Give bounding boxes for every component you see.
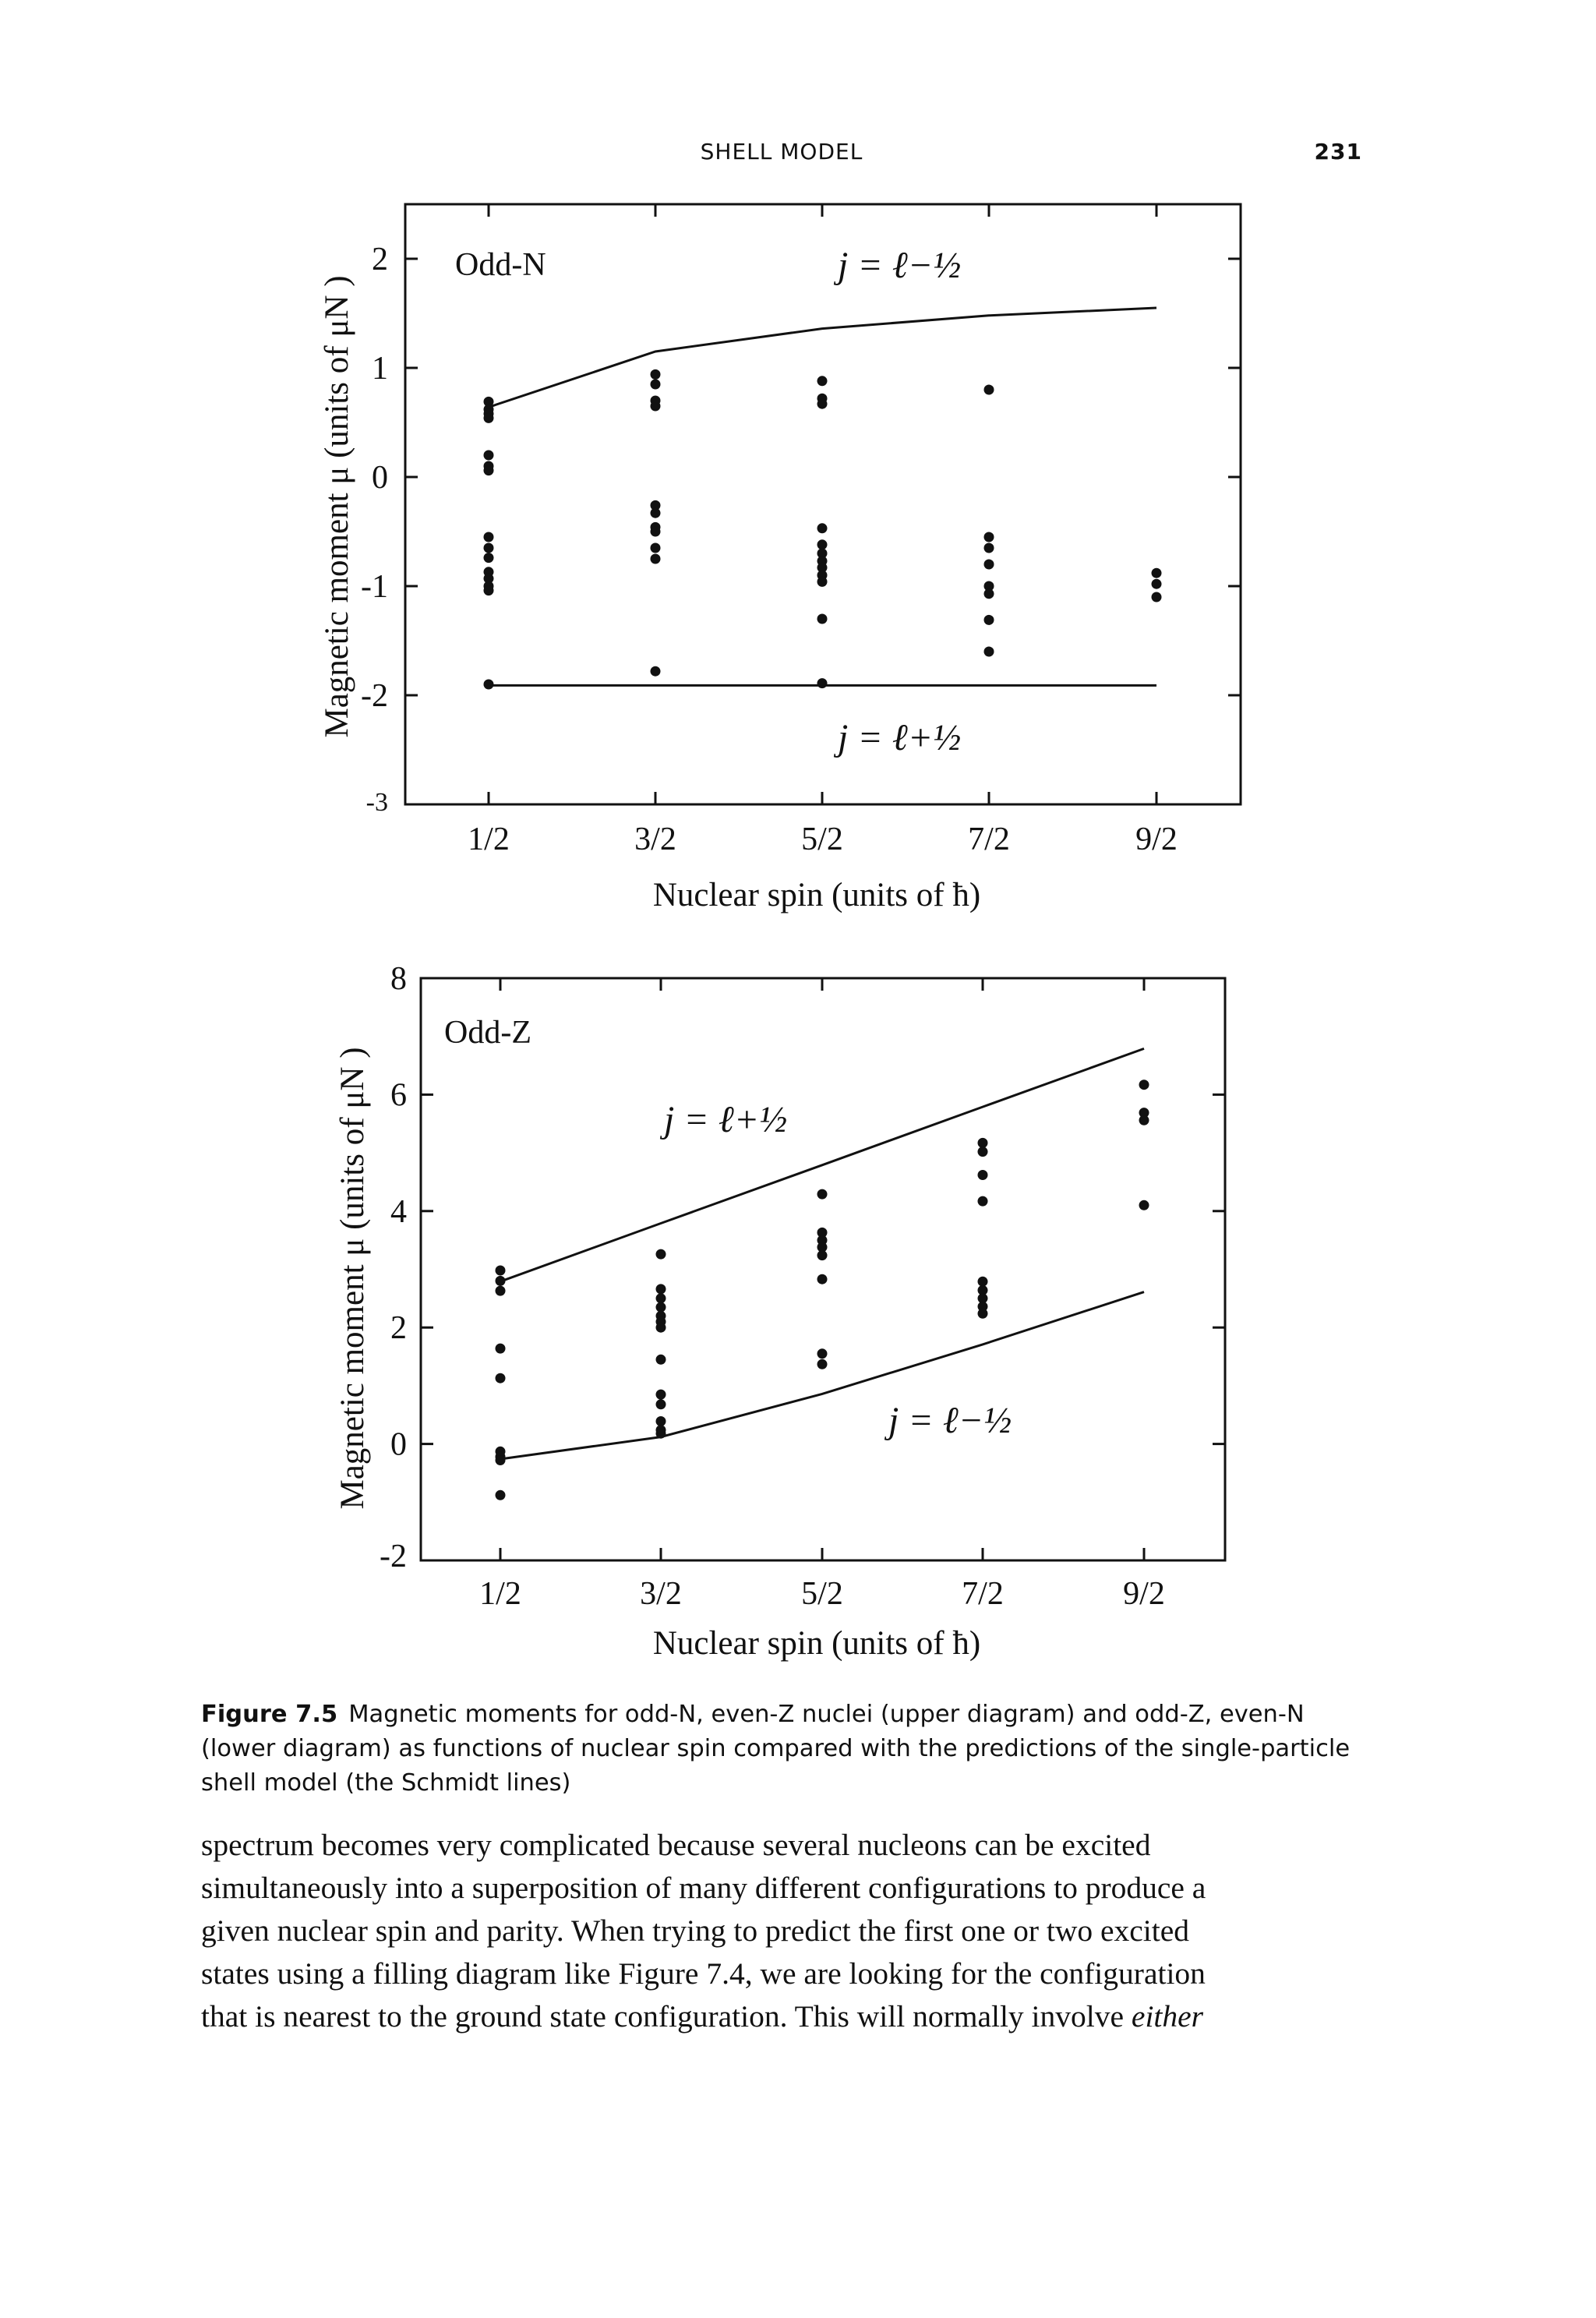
data-point (817, 1359, 828, 1369)
data-point (651, 401, 661, 412)
data-point (978, 1138, 988, 1148)
body-line (201, 1995, 1362, 2038)
data-point (484, 532, 494, 542)
data-point (978, 1196, 988, 1207)
caption-text: Magnetic moments for odd-N, even-Z nuclei (upper diagram) and odd-Z, even-N (lower diagram) as functions of nuclear spin compared with the predictions of the single-particle shell model (the Schmidt lines) (201, 1701, 1351, 1797)
data-point (484, 680, 494, 690)
panel-label: Odd-N (455, 247, 546, 283)
data-point (984, 532, 994, 542)
data-point (817, 376, 828, 386)
data-point (496, 1455, 506, 1465)
data-point (984, 385, 994, 395)
panel-label: Odd-Z (444, 1015, 531, 1051)
data-point (484, 465, 494, 475)
data-point (651, 666, 661, 677)
data-point (978, 1309, 988, 1319)
x-tick-label: 3/2 (634, 822, 676, 857)
odd-n-chart (0, 171, 1596, 928)
data-point (496, 1286, 506, 1296)
x-tick-label: 1/2 (479, 1576, 521, 1612)
data-point (817, 614, 828, 624)
x-tick-label: 9/2 (1123, 1576, 1165, 1612)
running-head (201, 139, 1362, 170)
x-tick-label: 5/2 (801, 822, 843, 857)
y-tick-labels (380, 961, 407, 1574)
data-point (1152, 592, 1162, 602)
caption-label: Figure 7.5 (201, 1701, 338, 1728)
body-line: states using a filling diagram like Figure 7.4, we are looking for the configuration (201, 1956, 1206, 1991)
y-tick-label: 8 (390, 961, 407, 997)
x-tick-labels (468, 822, 1178, 857)
y-tick-label: -2 (361, 678, 388, 714)
data-point (984, 543, 994, 553)
y-tick-label: -2 (380, 1539, 407, 1574)
data-points (496, 1079, 1149, 1500)
x-tick-labels (479, 1576, 1165, 1612)
schmidt-line (500, 1292, 1144, 1459)
data-point (496, 1490, 506, 1500)
data-point (817, 523, 828, 533)
body-italic-word: either (1131, 1999, 1204, 2034)
y-tick-label: 2 (372, 242, 388, 277)
data-point (651, 508, 661, 518)
data-point (1139, 1200, 1149, 1210)
data-point (817, 539, 828, 549)
data-point (817, 577, 828, 587)
data-point (651, 380, 661, 390)
schmidt-label-lower: j = ℓ+½ (838, 717, 962, 758)
x-axis-label: Nuclear spin (units of ħ) (652, 877, 981, 913)
data-point (1139, 1115, 1149, 1125)
data-point (484, 451, 494, 461)
data-point (656, 1416, 666, 1426)
data-point (656, 1429, 666, 1439)
plot-frame (405, 204, 1241, 804)
data-points (484, 369, 1162, 690)
data-point (651, 369, 661, 380)
schmidt-label-upper: j = ℓ−½ (838, 245, 962, 286)
data-point (978, 1170, 988, 1180)
data-point (978, 1277, 988, 1287)
body-line: simultaneously into a superposition of many different configurations to produce a (201, 1871, 1206, 1905)
y-tick-label: -1 (361, 569, 388, 605)
running-head-title: SHELL MODEL (700, 139, 863, 164)
figure-caption (201, 1698, 1362, 1800)
data-point (1152, 568, 1162, 578)
y-tick-label: 0 (390, 1426, 407, 1463)
schmidt-lines (489, 308, 1156, 685)
x-tick-label: 5/2 (801, 1576, 843, 1612)
data-point (651, 554, 661, 564)
data-point (984, 588, 994, 599)
data-point (1139, 1079, 1149, 1090)
x-tick-label: 1/2 (468, 822, 510, 857)
x-tick-label: 7/2 (962, 1576, 1004, 1612)
y-axis-label: Magnetic moment μ (units of μN ) (319, 275, 355, 738)
data-point (484, 553, 494, 563)
data-point (978, 1147, 988, 1157)
y-axis-label: Magnetic moment μ (units of μN ) (334, 1047, 371, 1510)
data-point (656, 1323, 666, 1333)
data-point (656, 1390, 666, 1400)
body-paragraph (201, 1824, 1362, 2038)
data-point (984, 615, 994, 625)
x-tick-label: 3/2 (640, 1576, 682, 1612)
schmidt-line (489, 308, 1156, 407)
data-point (1152, 579, 1162, 589)
y-tick-label: 0 (372, 460, 388, 496)
body-line-text: that is nearest to the ground state configuration. This will normally involve (201, 1999, 1132, 2034)
data-point (817, 678, 828, 688)
data-point (484, 413, 494, 423)
schmidt-label-upper: j = ℓ+½ (664, 1099, 788, 1140)
y-tick-label: 6 (390, 1077, 407, 1114)
axis-ticks (405, 204, 1241, 804)
body-line: given nuclear spin and parity. When trying to predict the first one or two excited (201, 1913, 1190, 1948)
y-tick-label: 1 (372, 351, 388, 387)
y-tick-label: -3 (365, 788, 388, 817)
x-tick-label: 9/2 (1135, 822, 1178, 857)
axis-ticks (421, 978, 1225, 1560)
body-line: spectrum becomes very complicated because several nucleons can be excited (201, 1828, 1151, 1862)
data-point (496, 1276, 506, 1286)
data-point (984, 560, 994, 570)
data-point (817, 1189, 828, 1200)
data-point (484, 585, 494, 595)
data-point (496, 1373, 506, 1383)
data-point (817, 1348, 828, 1359)
data-point (484, 543, 494, 553)
data-point (817, 1274, 828, 1284)
data-point (656, 1284, 666, 1294)
data-point (496, 1344, 506, 1354)
plot-frame (421, 978, 1225, 1560)
x-tick-label: 7/2 (968, 822, 1010, 857)
data-point (656, 1399, 666, 1409)
x-axis-label: Nuclear spin (units of ħ) (652, 1625, 981, 1662)
schmidt-label-lower: j = ℓ−½ (888, 1400, 1012, 1441)
odd-z-chart (0, 951, 1596, 1676)
y-tick-label: 4 (390, 1193, 407, 1230)
data-point (656, 1249, 666, 1260)
data-point (651, 527, 661, 537)
page-number: 231 (1314, 139, 1362, 164)
y-tick-labels (361, 242, 388, 817)
data-point (656, 1355, 666, 1365)
data-point (817, 1250, 828, 1260)
data-point (496, 1266, 506, 1276)
y-tick-label: 2 (390, 1310, 407, 1347)
data-point (651, 543, 661, 553)
data-point (656, 1302, 666, 1313)
data-point (817, 399, 828, 409)
data-point (656, 1293, 666, 1303)
data-point (984, 647, 994, 657)
